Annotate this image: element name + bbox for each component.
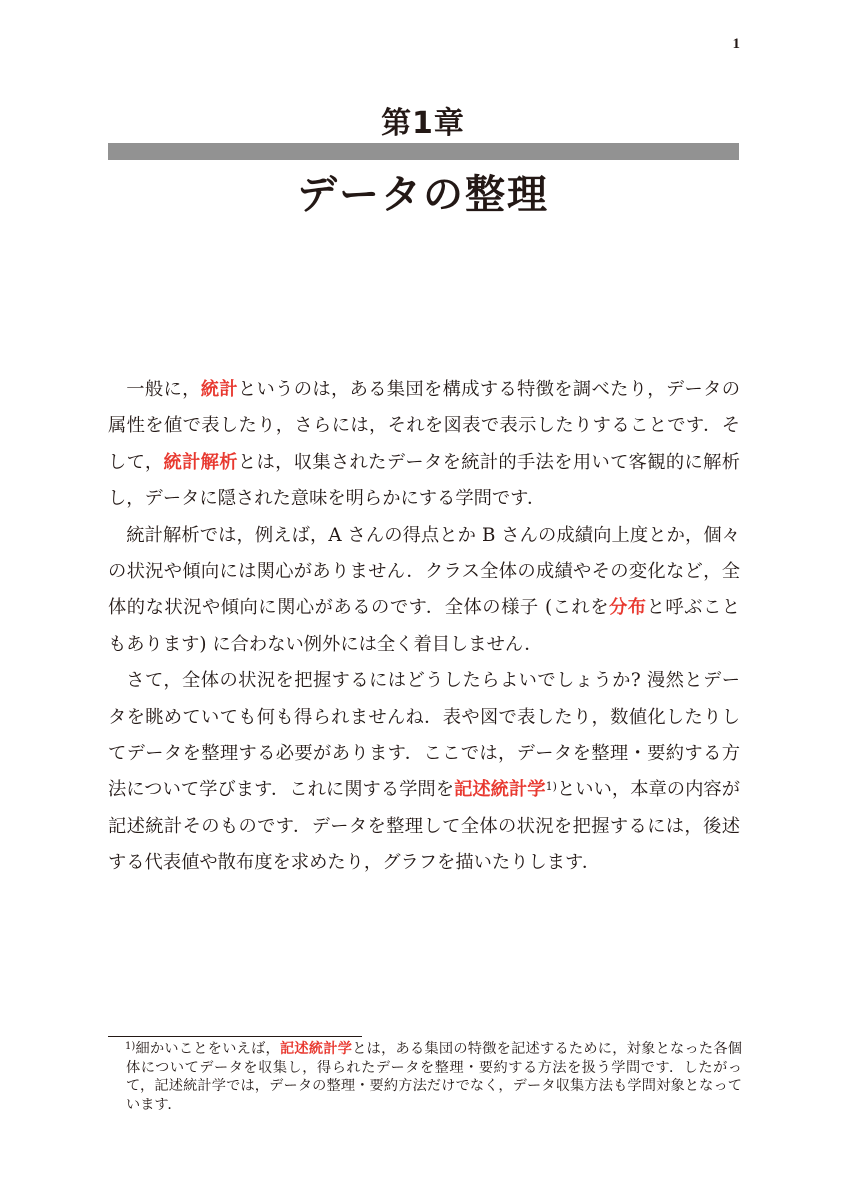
chapter-divider-bar <box>108 143 739 160</box>
text-segment: 細かいことをいえば， <box>135 1041 280 1057</box>
paragraph-3 <box>108 663 740 881</box>
text-segment: とは，ある集団の特徴を記述するために，対象となった各個体についてデータを収集し，得られたデータを整理・要約する方法を扱う学問です．したがって，記述統計学では，データの整理・要約方法だけでなく，データ収集方法も学問対象となっています． <box>126 1041 742 1113</box>
footnote-mark: 1) <box>125 1041 136 1052</box>
body-text <box>108 372 740 882</box>
term-statistics: 統計 <box>200 379 238 400</box>
text-segment: と呼ぶこともあります) に合わない例外には全く着目しません． <box>108 597 741 655</box>
page-number: 1 <box>732 36 740 52</box>
chapter-title: データの整理 <box>297 172 549 218</box>
text-segment: とは，収集されたデータを統計的手法を用いて客観的に解析し，データに隠された意味を明らかにする学問です． <box>108 451 741 510</box>
text-segment: さて，全体の状況を把握するにはどうしたらよいでしょうか? 漫然とデータを眺めていても何も得られませんね．表や図で表したり，数値化したりしてデータを整理する必要があります．ここでは，データを整理・要約する方法について学びます．これに関する学問を <box>108 670 740 801</box>
text-segment: というのは，ある集団を構成する特徴を調べたり，データの属性を値で表したり，さらには，それを図表で表示したりすることです．そして， <box>108 379 741 473</box>
footnote-reference[interactable]: 1) <box>545 780 557 794</box>
term-descriptive-statistics: 記述統計学 <box>279 1041 353 1057</box>
paragraph-1 <box>108 372 740 518</box>
term-statistical-analysis: 統計解析 <box>163 451 238 473</box>
footnote-rule <box>108 1036 362 1037</box>
text-segment: 統計解析では，例えば，A さんの得点とか B さんの成績向上度とか，個々の状況や傾向には関心がありません．クラス全体の成績やその変化など，全体的な状況や傾向に関心があるのです．全体の様子 (これを <box>108 524 740 619</box>
term-distribution: 分布 <box>609 597 647 619</box>
footnote <box>126 1040 742 1114</box>
paragraph-2 <box>108 518 740 664</box>
text-segment: 一般に， <box>126 379 201 400</box>
chapter-label: 第1章 <box>381 106 465 141</box>
term-descriptive-statistics: 記述統計学 <box>454 779 546 801</box>
text-segment: といい，本章の内容が記述統計そのものです．データを整理して全体の状況を把握するには，後述する代表値や散布度を求めたり，グラフを描いたりします． <box>108 779 741 874</box>
